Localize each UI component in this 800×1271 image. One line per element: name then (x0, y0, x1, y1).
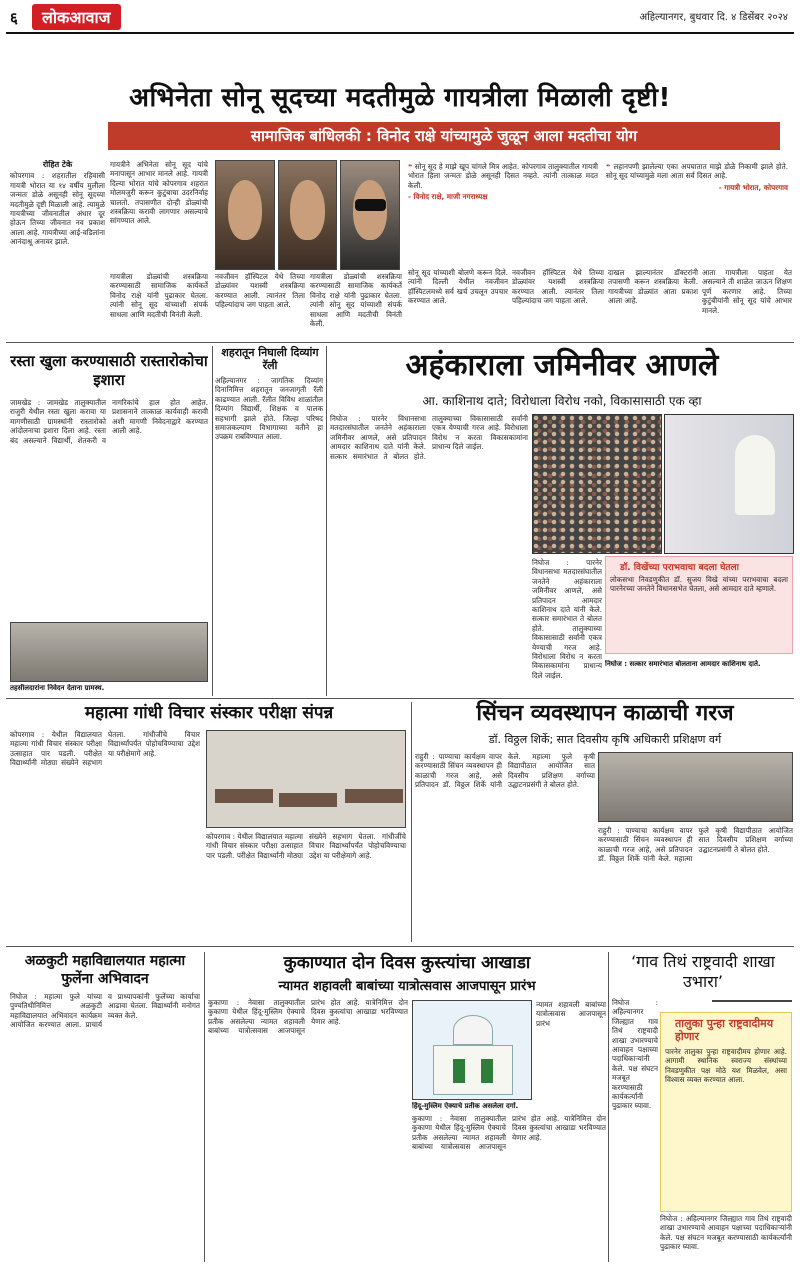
quote-right: ❝ लहानपणी झालेल्या एका अपघातात माझे डोळे निकामी झाले होते. सोनू सूद यांच्यामुळे मला आता सर्व दिसत आहे. - गायत्री भोरात, कोपरगाव (606, 162, 788, 192)
dateline: अहिल्यानगर, बुधवार दि. ४ डिसेंबर २०२४ (639, 12, 788, 23)
story2-headline: रस्ता खुला करण्यासाठी रास्तारोकोचा इशारा (10, 352, 208, 389)
quote-left-signature: - विनोद राक्षे, माजी नगराध्यक्ष (408, 192, 488, 202)
story7-headline: अळकुटी महाविद्यालयात महात्मा फुलेंना अभिवादन (24, 953, 186, 987)
story1-col4: गायत्रीला डोळ्यांची शस्त्रक्रिया करण्यासाठी सामाजिक कार्यकर्ते विनोद राक्षे यांनी पुढाकार घेतला. त्यांनी सोनू सूद यांच्याशी संपर्क साधला आणि मदतीची विनंती केली. (310, 272, 402, 329)
story8-body: कुकाणा : नेवासा तालुक्यातील कुकाणा येथील हिंदू-मुस्लिम ऐक्याचे प्रतीक असलेल्या न्यामत शहावली बाबांच्या यात्रोत्सवास आजपासून प्रारंभ होत आहे. यात्रेनिमित्त दोन दिवस कुस्त्यांचा आखाडा भरविण्यात येणार आहे. (208, 998, 408, 1036)
story8-strap: न्यामत शहावली बाबांच्या यात्रोत्सवास आजपासून प्रारंभ (278, 979, 536, 994)
photo-gayatri (340, 160, 400, 270)
story3-headline: शहरातून निघाली दिव्यांग रॅली (221, 346, 319, 372)
story6-photo (598, 752, 793, 822)
story7-body: निघोज : महात्मा फुले यांच्या पुण्यतिथीनिमित्त अळकुटी महाविद्यालयात अभिवादन कार्यक्रम आयोजित करण्यात आला. प्राचार्य व प्राध्यापकांनी फुलेंच्या कार्याचा आढावा घेतला. विद्यार्थ्यांनी मनोगत व्यक्त केले. (10, 992, 200, 1030)
story4-body-b: निघोज : पारनेर विधानसभा मतदारसंघातील जनतेने अहंकाराला जमिनीवर आणले, असे प्रतिपादन आमदार काशिनाथ दाते यांनी केले. सत्कार समारंभात ते बोलत होते. तालुक्याच्या विकासासाठी सर्वांनी एकत्र येण्याची गरज आहे. विरोधाला विरोध न करता विकासकामांना प्राधान्य दिले जाईल. (532, 558, 602, 680)
story1-col7: दाखल झाल्यानंतर डॉक्टरांनी तपासणी करून शस्त्रक्रिया केली. गायत्रीच्या डोळ्यांत आता प्रकाश आला आहे. (608, 268, 698, 306)
divider-v3 (411, 702, 412, 942)
story6-body-b: राहुरी : पाण्याचा कार्यक्षम वापर करण्यासाठी सिंचन व्यवस्थापन ही काळाची गरज आहे, असे प्रतिपादन डॉ. विठ्ठल शिर्के यांनी केले. महात्मा फुले कृषी विद्यापीठात आयोजित सात दिवसीय प्रशिक्षण वर्गाच्या उद्घाटनप्रसंगी ते बोलत होते. (598, 826, 793, 864)
side-box-headline: डॉ. विखेंच्या पराभवाचा बदला घेतला (620, 563, 739, 573)
story9-box-headline: तालुका पुन्हा राष्ट्रवादीमय होणार (675, 1017, 774, 1043)
story1-col2: गायत्रीने अभिनेता सोनू सूद यांचे मनापासून आभार मानले आहे. गायत्री दिल्या भोरात यांचे कोपरगाव शहरात मोलमजुरी करून कुटुंबाचा उदरनिर्वाह चालतो. तपासणीत दोन्ही डोळ्यांची शस्त्रक्रिया करावी लागणार असल्याचे सांगण्यात आले. (110, 160, 208, 226)
story1-photos (215, 160, 400, 270)
story9-body: निघोज : अहिल्यानगर जिल्ह्यात गाव तिथं राष्ट्रवादी शाखा उभारण्याचे आवाहन पक्षाच्या पदाधिकाऱ्यांनी केले. पक्ष संघटन मजबूत करण्यासाठी कार्यकर्त्यांनी पुढाकार घ्यावा. (612, 998, 658, 1111)
story1-byline: रोहित टेके (42, 160, 73, 169)
story1-col6: नवजीवन हॉस्पिटल येथे तिच्या डोळ्यांवर यशस्वी शस्त्रक्रिया करण्यात आली. त्यानंतर तिला पहिल्यांदाच जग पाहता आले. (512, 268, 604, 306)
story9-portrait (712, 1000, 792, 1002)
story1-quotes (408, 162, 788, 262)
story5-body: कोपरगाव : येथील विद्यालयात महात्मा गांधी विचार संस्कार परीक्षा उत्साहात पार पडली. परीक्षेत विद्यार्थ्यांनी मोठ्या संख्येने सहभाग घेतला. गांधीजींचे विचार विद्यार्थ्यांपर्यंत पोहोचविण्याचा उद्देश या परीक्षेमागे आहे. (10, 730, 200, 768)
story1-col1-text: कोपरगाव : शहरातील रहिवासी गायत्री भोरात या १४ वर्षीय मुलीला जन्मतः डोळे असूनही सोनू सूदच्या मदतीमुळे दृष्टी मिळाली आहे. त्यामुळे गायत्रीच्या जीवनातील अंधार दूर होऊन तिच्या जीवनात नव प्रकाश आला आहे. गायत्रीच्या आई-वडिलांना आनंदाश्रू अनावर झाले. (10, 171, 105, 247)
story4-body: निघोज : पारनेर विधानसभा मतदारसंघातील जनतेने अहंकाराला जमिनीवर आणले, असे प्रतिपादन आमदार काशिनाथ दाते यांनी केले. सत्कार समारंभात ते बोलत होते. तालुक्याच्या विकासासाठी सर्वांनी एकत्र येण्याची गरज आहे. विरोधाला विरोध न करता विकासकामांना प्राधान्य दिले जाईल. (330, 414, 528, 461)
story5-body-b: कोपरगाव : येथील विद्यालयात महात्मा गांधी विचार संस्कार परीक्षा उत्साहात पार पडली. परीक्षेत विद्यार्थ्यांनी मोठ्या संख्येने सहभाग घेतला. गांधीजींचे विचार विद्यार्थ्यांपर्यंत पोहोचविण्याचा उद्देश या परीक्षेमागे आहे. (206, 832, 406, 860)
photo-sonu-sood (278, 160, 338, 270)
divider-1 (6, 342, 794, 343)
story6-strap: डॉ. विठ्ठल शिर्के; सात दिवसीय कृषि अधिकारी प्रशिक्षण वर्ग (488, 733, 722, 746)
story4-strap: आ. काशिनाथ दाते; विरोधाला विरोध नको, विकासासाठी एक व्हा (422, 394, 702, 408)
story9-headline: ‘गाव तिथं राष्ट्रवादी शाखा उभारा’ (631, 952, 775, 991)
story4-stage-photo (664, 414, 794, 554)
story1-col8: आता गायत्रीला पाहता येत असल्याने ती शाळेत जाऊन शिक्षण पूर्ण करणार आहे. तिच्या कुटुंबीयांनी सोनू सूद यांचे आभार मानले. (702, 268, 792, 315)
divider-v5 (608, 952, 609, 1262)
story2-caption: तहसीलदारांना निवेदन देताना ग्रामस्थ. (10, 684, 105, 692)
divider-v2 (326, 346, 327, 696)
masthead-rule (6, 32, 794, 34)
masthead (0, 0, 800, 70)
story4-crowd-photo (532, 414, 662, 554)
brand-logo: लोकआवाज (32, 4, 121, 30)
story6-body: राहुरी : पाण्याचा कार्यक्षम वापर करण्यासाठी सिंचन व्यवस्थापन ही काळाची गरज आहे, असे प्रतिपादन डॉ. विठ्ठल शिर्के यांनी केले. महात्मा फुले कृषी विद्यापीठात आयोजित सात दिवसीय प्रशिक्षण वर्गाच्या उद्घाटनप्रसंगी ते बोलत होते. (415, 752, 595, 790)
side-box-body: लोकसभा निवडणुकीत डॉ. सुजय विखे यांच्या पराभवाचा बदला पारनेरच्या जनतेने विधानसभेत घेतला, असे आमदार दाते म्हणाले. (610, 575, 788, 594)
divider-v4 (204, 952, 205, 1262)
story1-col2b: गायत्रीला डोळ्यांची शस्त्रक्रिया करण्यासाठी सामाजिक कार्यकर्ते विनोद राक्षे यांनी पुढाकार घेतला. त्यांनी सोनू सूद यांच्याशी संपर्क साधला आणि मदतीची विनंती केली. (110, 272, 208, 319)
page-number: ६ (10, 9, 18, 27)
story8-caption: हिंदू-मुस्लिम ऐक्याचे प्रतीक असलेला दर्गा. (412, 1102, 519, 1110)
story4-caption: निघोज : सत्कार समारंभात बोलताना आमदार काशिनाथ दाते. (605, 660, 761, 668)
story5-exam-photo (206, 730, 406, 828)
divider-3 (6, 946, 794, 947)
divider-2 (6, 698, 794, 699)
story8-body-b: कुकाणा : नेवासा तालुक्यातील कुकाणा येथील हिंदू-मुस्लिम ऐक्याचे प्रतीक असलेल्या न्यामत शहावली बाबांच्या यात्रोत्सवास आजपासून प्रारंभ होत आहे. यात्रेनिमित्त दोन दिवस कुस्त्यांचा आखाडा भरविण्यात येणार आहे. (412, 1114, 606, 1152)
story9-box-body: पारनेर तालुका पुन्हा राष्ट्रवादीमय होणार आहे. आगामी स्थानिक स्वराज्य संस्थांच्या निवडणुकीत पक्ष मोठे यश मिळवेल, असा विश्वास व्यक्त करण्यात आला. (665, 1047, 787, 1085)
story1-banner: सामाजिक बांधिलकी : विनोद राक्षे यांच्यामुळे जुळून आला मदतीचा योग (108, 122, 780, 150)
story6-headline: सिंचन व्यवस्थापन काळाची गरज (476, 701, 734, 726)
divider-v1 (212, 346, 213, 696)
story8-dargah-photo (412, 1000, 532, 1100)
photo-vinod-rakshe (215, 160, 275, 270)
story9-body-b: निघोज : अहिल्यानगर जिल्ह्यात गाव तिथं राष्ट्रवादी शाखा उभारण्याचे आवाहन पक्षाच्या पदाधिकाऱ्यांनी केले. पक्ष संघटन मजबूत करण्यासाठी कार्यकर्त्यांनी पुढाकार घ्यावा. (660, 1214, 792, 1252)
story2-body: जामखेड : जामखेड तालुक्यातील राजुरी येथील रस्ता खुला करावा या मागणीसाठी ग्रामस्थांनी रास्तारोको आंदोलनाचा इशारा दिला आहे. रस्ता बंद असल्याने विद्यार्थी, शेतकरी व नागरिकांचे हाल होत आहेत. प्रशासनाने तात्काळ कार्यवाही करावी अशी मागणी निवेदनाद्वारे करण्यात आली आहे. (10, 398, 208, 445)
story3-body: अहिल्यानगर : जागतिक दिव्यांग दिनानिमित्त शहरातून जनजागृती रॅली काढण्यात आली. रॅलीत विविध शाळांतील दिव्यांग विद्यार्थी, शिक्षक व पालक सहभागी झाले होते. जिल्हा परिषद समाजकल्याण विभागाच्या वतीने हा उपक्रम राबविण्यात आला. (215, 376, 323, 442)
story2-photo (10, 622, 208, 682)
quote-left: ❝ सोनू सूद हे माझे खूप चांगले मित्र आहेत. कोपरगाव तालुक्यातील गायत्री भोरात हिला जन्मतः डोळे असूनही दिसत नव्हते. त्यांनी तात्काळ मदत केली. - विनोद राक्षे, माजी नगराध्यक्ष (408, 162, 598, 202)
story1-col3: नवजीवन हॉस्पिटल येथे तिच्या डोळ्यांवर यशस्वी शस्त्रक्रिया करण्यात आली. त्यानंतर तिला पहिल्यांदाच जग पाहता आले. (215, 272, 305, 310)
story9-box (660, 1012, 792, 1212)
story8-headline: कुकाण्यात दोन दिवस कुस्त्यांचा आखाडा (283, 953, 531, 973)
story1-col5: सोनू सूद यांच्याशी बोलणे करून दिले. त्यांनी दिल्ली येथील नवजीवन हॉस्पिटलमध्ये सर्व खर्च उचलून उपचार करण्यात आले. (408, 268, 508, 306)
story4-headline: अहंकाराला जमिनीवर आणले (405, 348, 719, 383)
story5-headline: महात्मा गांधी विचार संस्कार परीक्षा संपन्न (84, 703, 334, 723)
story8-body-c: न्यामत शहावली बाबांच्या यात्रोत्सवास आजपासून प्रारंभ (536, 1000, 606, 1028)
story1-headline: अभिनेता सोनू सूदच्या मदतीमुळे गायत्रीला मिळाली दृष्टी! (129, 83, 671, 113)
quote-right-signature: - गायत्री भोरात, कोपरगाव (718, 182, 788, 192)
story4-side-box (605, 556, 793, 654)
